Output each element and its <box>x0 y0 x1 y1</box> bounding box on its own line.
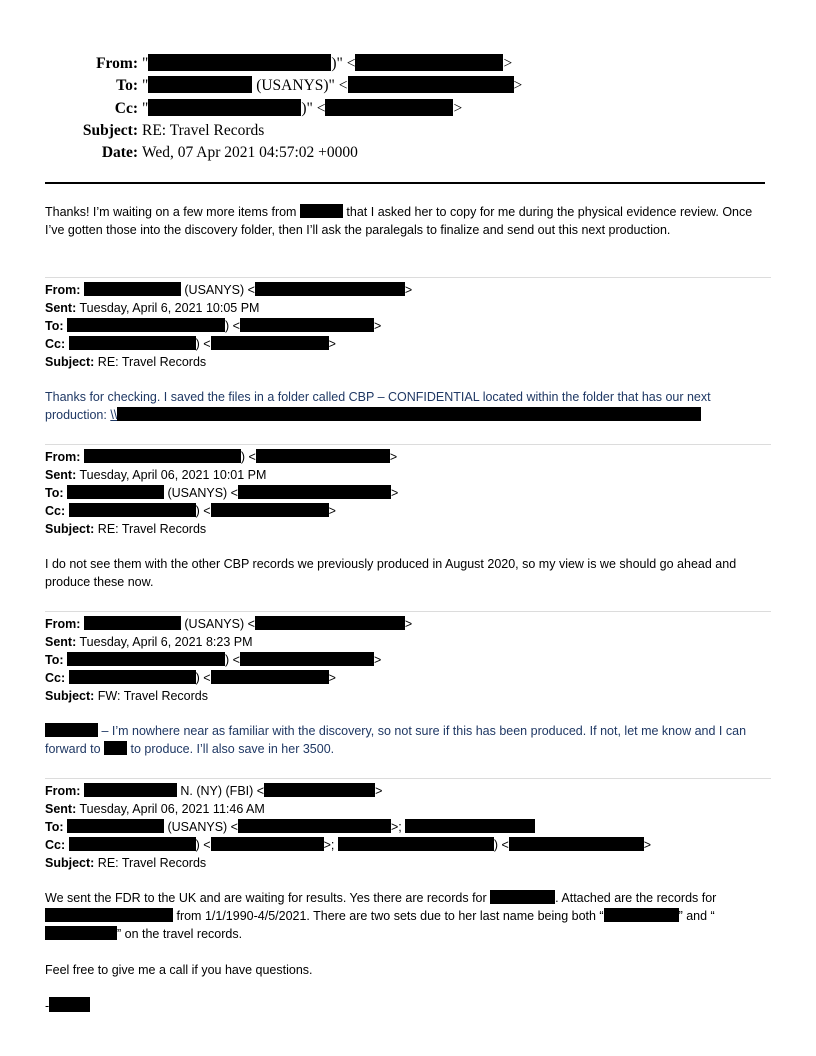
redaction <box>238 819 391 833</box>
header-divider <box>45 182 765 184</box>
header-date-row <box>40 142 522 164</box>
redaction <box>325 99 453 116</box>
message-divider <box>45 778 771 779</box>
redaction <box>255 616 405 630</box>
redaction <box>238 485 391 499</box>
redaction <box>256 449 390 463</box>
message-4-header: From: N. (NY) (FBI) < > Sent: Tuesday, April 06, 2021 11:46 AM To: (USANYS) < >; Cc: ) < >; ) < > Subject: RE: Travel Records <box>45 784 652 870</box>
header-to-label: To: <box>116 77 138 95</box>
email-header <box>40 53 522 164</box>
message-divider <box>45 611 771 612</box>
redaction <box>148 76 252 93</box>
header-subject-row <box>40 120 522 142</box>
redaction <box>84 282 181 296</box>
message-3-header: From: (USANYS) < > Sent: Tuesday, April 6, 2021 8:23 PM To: ) < > Cc: ) < > Subject: FW: Travel Records <box>45 617 413 703</box>
redaction <box>69 336 196 350</box>
header-from-label: From: <box>96 55 138 72</box>
redaction <box>338 837 494 851</box>
redaction <box>69 670 196 684</box>
message-4-body: We sent the FDR to the UK and are waiting for results. Yes there are records for . Attached are the records for from 1/1/1990-4/5/2021. There are two sets due to her last name being both “ ” and “” on the travel records. <box>45 891 717 941</box>
redaction <box>45 926 117 940</box>
message-4-closing: Feel free to give me a call if you have questions. <box>45 963 313 977</box>
redaction <box>509 837 644 851</box>
message-3-body: – I’m nowhere near as familiar with the discovery, so not sure if this has been produced. If not, let me know and I can forward to to produce. I’ll also save in her 3500. <box>45 724 747 756</box>
redaction <box>255 282 405 296</box>
redaction <box>211 837 324 851</box>
redaction <box>211 503 329 517</box>
reply-body: Thanks! I’m waiting on a few more items from that I asked her to copy for me during the physical evidence review. Once I’ve gotten those into the discovery folder, then I’ll ask the paralegals to finalize and send out this next production. <box>45 205 753 237</box>
redaction <box>348 76 514 93</box>
redaction <box>84 616 181 630</box>
header-subject: RE: Travel Records <box>142 121 265 139</box>
redaction <box>45 723 98 737</box>
redaction <box>490 890 555 904</box>
redaction <box>69 837 196 851</box>
header-cc-row: Cc: " )" < > <box>40 98 522 120</box>
message-1-header: From: (USANYS) < > Sent: Tuesday, April 6, 2021 10:05 PM To: ) < > Cc: ) < > Subject: RE: Travel Records <box>45 283 413 369</box>
redaction <box>405 819 535 833</box>
signature: - <box>45 997 771 1015</box>
redaction <box>604 908 679 922</box>
redaction <box>355 54 503 71</box>
message-divider <box>45 277 771 278</box>
redaction <box>67 652 225 666</box>
redaction <box>240 652 374 666</box>
redaction <box>264 783 375 797</box>
redaction <box>49 997 90 1012</box>
redaction <box>211 336 329 350</box>
redaction <box>45 908 173 922</box>
redaction <box>69 503 196 517</box>
redaction <box>67 318 225 332</box>
redaction <box>300 204 343 218</box>
redaction <box>148 99 301 116</box>
redaction <box>67 819 164 833</box>
header-to-row: To: " (USANYS)" < > <box>40 75 522 97</box>
redaction <box>148 54 331 71</box>
redaction <box>84 449 241 463</box>
header-date: Wed, 07 Apr 2021 04:57:02 +0000 <box>142 144 358 162</box>
redaction <box>84 783 177 797</box>
message-1-body: Thanks for checking. I saved the files in a folder called CBP – CONFIDENTIAL located within the folder that has our next production: \\ <box>45 390 711 422</box>
redaction <box>117 407 701 421</box>
message-2-body: I do not see them with the other CBP records we previously produced in August 2020, so my view is we should go ahead and produce these now. <box>45 557 737 589</box>
header-subject-label: Subject: <box>82 121 138 139</box>
message-2-header: From: ) < > Sent: Tuesday, April 06, 2021 10:01 PM To: (USANYS) < > Cc: ) < > Subject: RE: Travel Records <box>45 450 399 536</box>
redaction <box>67 485 164 499</box>
redaction <box>240 318 374 332</box>
header-cc-label: Cc: <box>114 99 138 117</box>
header-from-row: From: " )" < > <box>40 53 522 75</box>
redaction <box>211 670 329 684</box>
redaction <box>104 741 127 755</box>
header-date-label: Date: <box>101 144 138 162</box>
message-divider <box>45 444 771 445</box>
folder-link[interactable]: \\ <box>110 408 118 422</box>
